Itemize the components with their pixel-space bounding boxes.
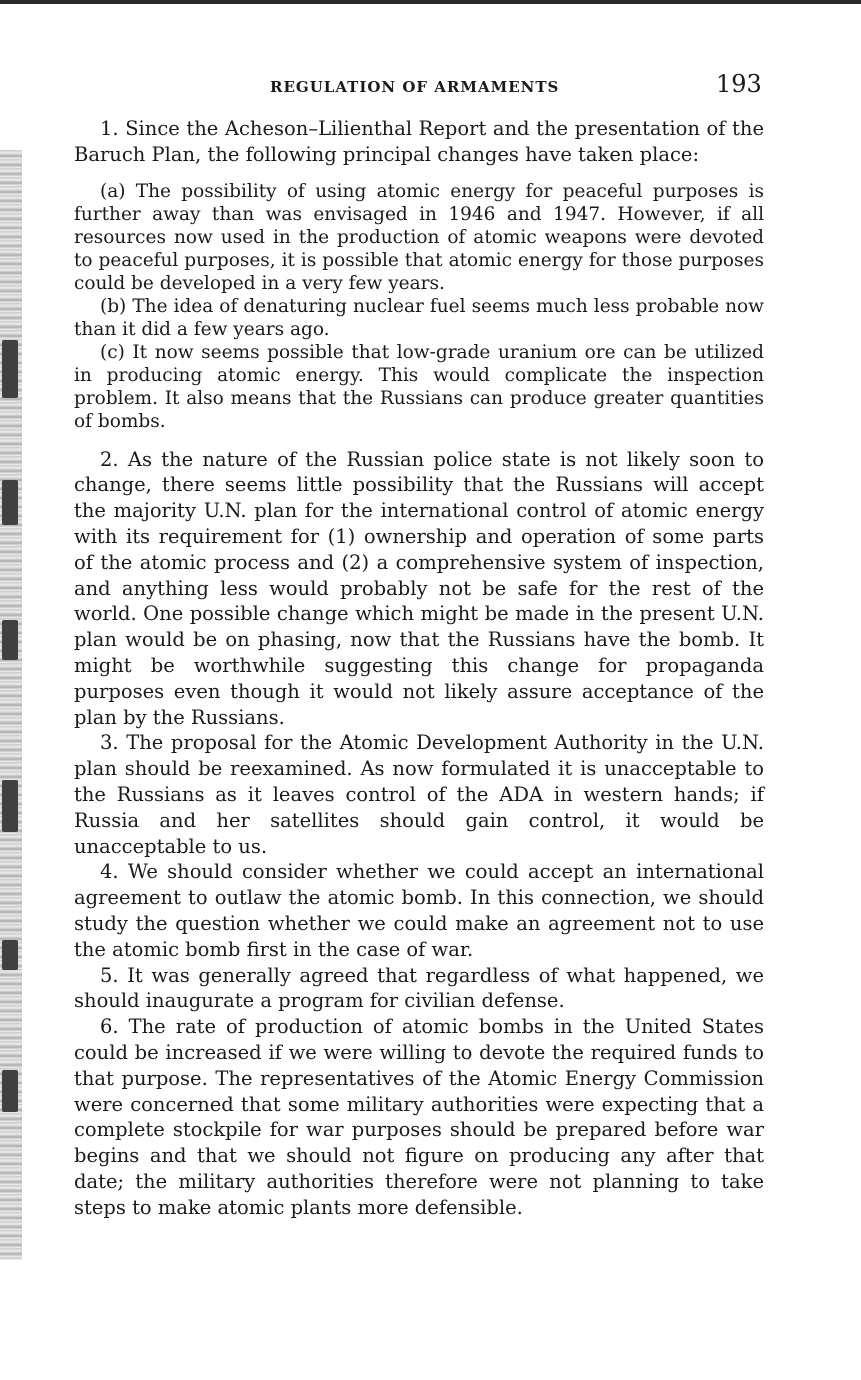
item-text: The idea of denaturing nuclear fuel seems much less probable now than it did a few years ago.: [74, 295, 764, 340]
item-label: (b): [100, 295, 127, 317]
item-label: (a): [100, 180, 126, 202]
page-number: 193: [716, 70, 762, 98]
paragraph-4: 4. We should consider whether we could accept an international agreement to outlaw the atomic bomb. In this connection, we should study the question whether we could make an agreement not to use the atomic bomb first in the case of war.: [74, 860, 764, 961]
document-body: [74, 116, 764, 1221]
paragraph-1a: [74, 180, 764, 295]
paragraph-3: 3. The proposal for the Atomic Development Authority in the U.N. plan should be reexamined. As now formulated it is unacceptable to the Russians as it leaves control of the ADA in western hands; if Russia and her satellites should gain control, it would be unacceptable to us.: [74, 731, 764, 858]
edge-shadow-mark: [2, 480, 18, 525]
item-label: (c): [100, 341, 125, 363]
edge-shadow-mark: [2, 940, 18, 970]
paragraph-5: 5. It was generally agreed that regardless of what happened, we should inaugurate a program for civilian defense.: [74, 963, 764, 1013]
running-title: REGULATION OF ARMAMENTS: [270, 78, 560, 96]
edge-shadow-mark: [2, 1070, 18, 1112]
item-text: The possibility of using atomic energy for peaceful purposes is further away than was envisaged in 1946 and 1947. However, if all resources now used in the production of atomic weapons were devoted to peaceful purposes, it is possible that atomic energy for those purposes could be developed in a very few years.: [74, 180, 764, 294]
scanned-page-edge: [0, 150, 22, 1260]
paragraph-6: 6. The rate of production of atomic bombs in the United States could be increased if we were willing to devote the required funds to that purpose. The representatives of the Atomic Energy Commission were concerned that some military authorities were expecting that a complete stockpile for war purposes should be prepared before war begins and that we should not figure on producing any after that date; the military authorities therefore were not planning to take steps to make atomic plants more defensible.: [74, 1015, 764, 1219]
paragraph-2: 2. As the nature of the Russian police state is not likely soon to change, there seems little possibility that the Russians will accept the majority U.N. plan for the international control of atomic energy with its requirement for (1) ownership and operation of some parts of the atomic process and (2) a comprehensive system of inspection, and anything less would probably not be safe for the rest of the world. One possible change which might be made in the present U.N. plan would be on phasing, now that the Russians have the bomb. It might be worthwhile suggesting this change for propaganda purposes even though it would not likely assure acceptance of the plan by the Russians.: [74, 447, 764, 729]
top-border-rule: [0, 0, 861, 4]
edge-shadow-mark: [2, 620, 18, 660]
paragraph-1c: [74, 341, 764, 433]
edge-shadow-mark: [2, 340, 18, 398]
paragraph-1: 1. Since the Acheson–Lilienthal Report and the presentation of the Baruch Plan, the following principal changes have taken place:: [74, 117, 764, 166]
paragraph-1b: [74, 295, 764, 341]
edge-shadow-mark: [2, 780, 18, 832]
item-text: It now seems possible that low-grade uranium ore can be utilized in producing atomic energy. This would complicate the inspection problem. It also means that the Russians can produce greater quantities of bombs.: [74, 341, 764, 432]
